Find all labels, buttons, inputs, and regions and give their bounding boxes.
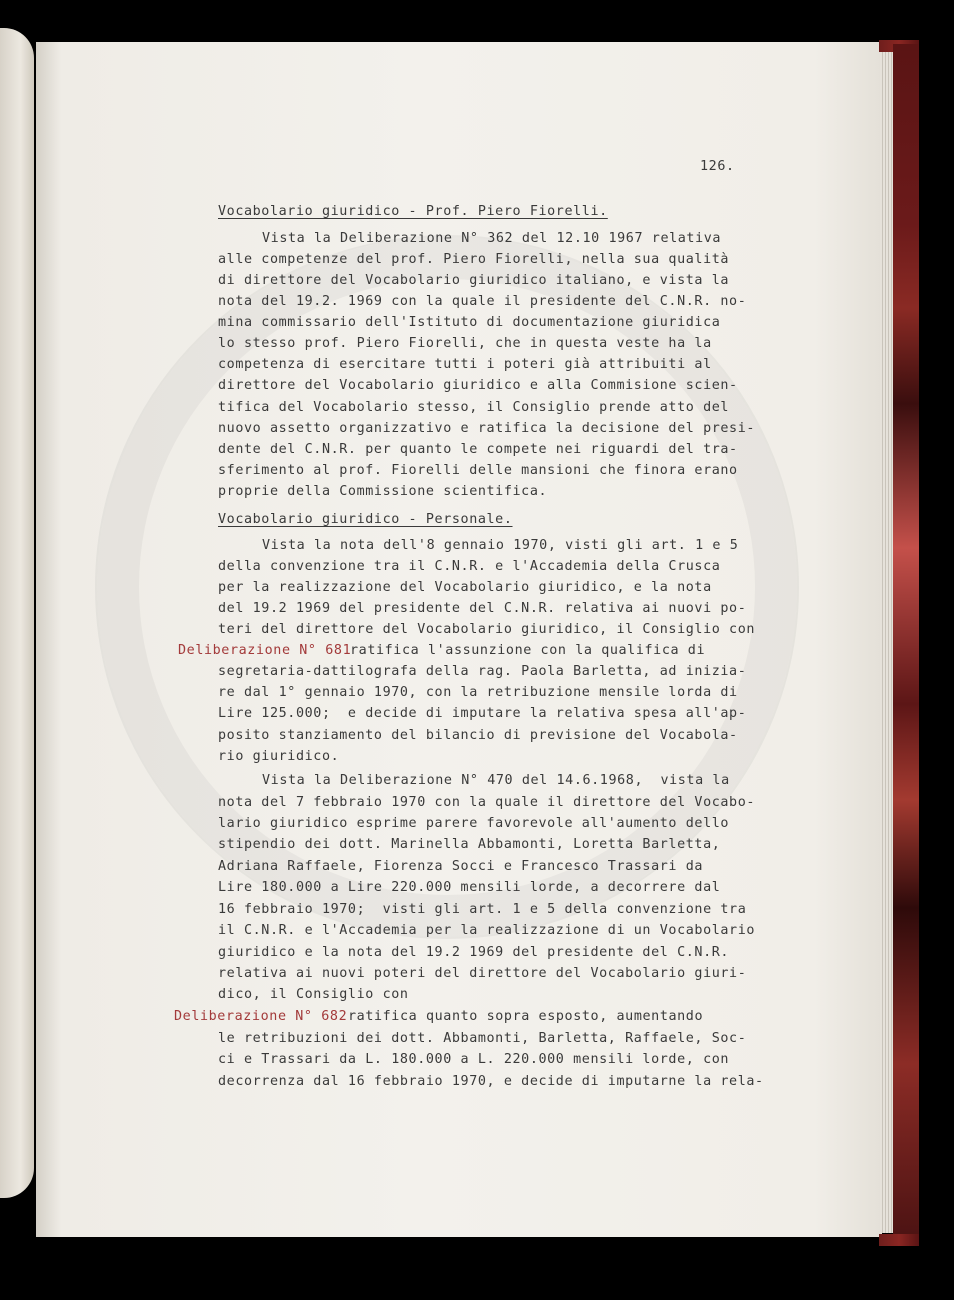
section-heading: Vocabolario giuridico - Prof. Piero Fiorelli. <box>218 204 608 219</box>
body-line: relativa ai nuovi poteri del direttore del Vocabolario giuri- <box>218 966 747 981</box>
body-line: Vista la Deliberazione N° 362 del 12.10 1967 relativa <box>262 231 722 246</box>
body-line: alle competenze del prof. Piero Fiorelli, nella sua qualità <box>218 252 730 267</box>
body-line: Adriana Raffaele, Fiorenza Socci e Francesco Trassari da <box>218 859 704 874</box>
body-line: lo stesso prof. Piero Fiorelli, che in questa veste ha la <box>218 336 712 351</box>
body-line: Vista la nota dell'8 gennaio 1970, visti gli art. 1 e 5 <box>262 538 739 553</box>
body-line: segretaria-dattilografa della rag. Paola Barletta, ad inizia- <box>218 664 747 679</box>
body-line: direttore del Vocabolario giuridico e alla Commisione scien- <box>218 378 738 393</box>
body-line: della convenzione tra il C.N.R. e l'Accademia della Crusca <box>218 559 721 574</box>
body-line: Vista la Deliberazione N° 470 del 14.6.1968, vista la <box>262 773 730 788</box>
body-line: ratifica l'assunzione con la qualifica di <box>350 643 706 658</box>
body-line: lario giuridico esprime parere favorevole all'aumento dello <box>218 816 730 831</box>
body-line: sferimento al prof. Fiorelli delle mansioni che finora erano <box>218 463 738 478</box>
body-line: proprie della Commissione scientifica. <box>218 484 548 499</box>
body-line: nota del 19.2. 1969 con la quale il presidente del C.N.R. no- <box>218 294 747 309</box>
body-line: nota del 7 febbraio 1970 con la quale il direttore del Vocabo- <box>218 795 756 810</box>
section-heading: Vocabolario giuridico - Personale. <box>218 512 513 527</box>
body-line: per la realizzazione del Vocabolario giuridico, e la nota <box>218 580 712 595</box>
page-number: 126. <box>700 159 735 174</box>
body-line: di direttore del Vocabolario giuridico italiano, e vista la <box>218 273 730 288</box>
body-line: competenza di esercitare tutti i poteri già attribuiti al <box>218 357 712 372</box>
body-line: posito stanziamento del bilancio di previsione del Vocabola- <box>218 728 738 743</box>
body-line: rio giuridico. <box>218 749 340 764</box>
body-line: 16 febbraio 1970; visti gli art. 1 e 5 della convenzione tra <box>218 902 747 917</box>
body-line: dente del C.N.R. per quanto le compete nei riguardi del tra- <box>218 442 738 457</box>
body-line: tifica del Vocabolario stesso, il Consiglio prende atto del <box>218 400 730 415</box>
margin-note-deliberazione: Deliberazione N° 682 <box>174 1009 348 1024</box>
body-line: mina commissario dell'Istituto di documentazione giuridica <box>218 315 721 330</box>
left-page-edge <box>0 28 34 1198</box>
body-line: le retribuzioni dei dott. Abbamonti, Barletta, Raffaele, Soc- <box>218 1031 747 1046</box>
body-line: Lire 180.000 a Lire 220.000 mensili lorde, a decorrere dal <box>218 880 721 895</box>
body-line: giuridico e la nota del 19.2 1969 del presidente del C.N.R. <box>218 945 730 960</box>
body-line: decorrenza dal 16 febbraio 1970, e decide di imputarne la rela- <box>218 1074 764 1089</box>
book-cover-bottom <box>879 1234 919 1246</box>
body-line: ci e Trassari da L. 180.000 a L. 220.000 mensili lorde, con <box>218 1052 730 1067</box>
body-line: teri del direttore del Vocabolario giuridico, il Consiglio con <box>218 622 756 637</box>
body-line: re dal 1° gennaio 1970, con la retribuzione mensile lorda di <box>218 685 738 700</box>
body-line: dico, il Consiglio con <box>218 987 409 1002</box>
body-line: ratifica quanto sopra esposto, aumentando <box>348 1009 704 1024</box>
body-line: stipendio dei dott. Marinella Abbamonti, Loretta Barletta, <box>218 837 721 852</box>
body-line: nuovo assetto organizzativo e ratifica la decisione del presi- <box>218 421 756 436</box>
body-line: Lire 125.000; e decide di imputare la relativa spesa all'ap- <box>218 706 747 721</box>
body-line: il C.N.R. e l'Accademia per la realizzazione di un Vocabolario <box>218 923 756 938</box>
body-line: del 19.2 1969 del presidente del C.N.R. relativa ai nuovi po- <box>218 601 747 616</box>
margin-note-deliberazione: Deliberazione N° 681 <box>178 643 352 658</box>
marbled-book-cover <box>893 44 919 1244</box>
page-stack-edge <box>880 48 894 1233</box>
